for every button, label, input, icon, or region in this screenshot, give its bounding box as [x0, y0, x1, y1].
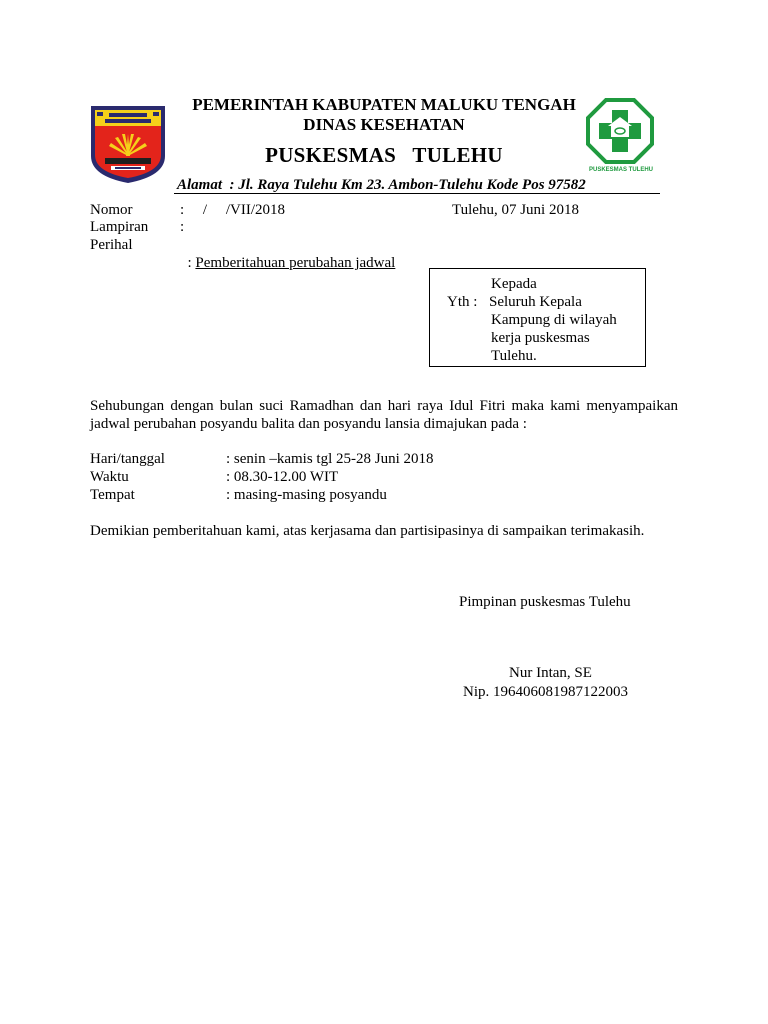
detail-waktu-value: : 08.30-12.00 WIT	[226, 469, 339, 485]
lampiran-label: Lampiran	[90, 219, 149, 235]
puskesmas-logo-icon	[586, 98, 654, 180]
recipient-line-2: Kampung di wilayah	[491, 312, 617, 328]
lampiran-value: :	[180, 219, 185, 235]
closing-paragraph: Demikian pemberitahuan kami, atas kerjasama dan partisipasinya di sampaikan terimakasih.	[90, 523, 645, 539]
detail-tempat-label: Tempat	[90, 487, 135, 503]
nomor-value: : / /VII/2018	[180, 202, 285, 218]
intro-paragraph: Sehubungan dengan bulan suci Ramadhan dan hari raya Idul Fitri maka kami menyampaikan jadwal perubahan posyandu balita dan posyandu lansia dimajukan pada :	[90, 398, 678, 432]
header-department: DINAS KESEHATAN	[303, 115, 465, 134]
place-date: Tulehu, 07 Juni 2018	[452, 202, 579, 218]
recipient-line-1: Seluruh Kepala	[489, 294, 582, 310]
header-institution: PUSKESMAS TULEHU	[265, 143, 503, 167]
perihal-value: Pemberitahuan perubahan jadwal	[195, 255, 396, 271]
puskesmas-logo-caption: PUSKESMAS TULEHU	[588, 167, 653, 173]
signature-nip: Nip. 196406081987122003	[463, 684, 628, 700]
detail-waktu-label: Waktu	[90, 469, 129, 485]
regency-emblem-icon	[89, 104, 167, 184]
recipient-yth: Yth :	[447, 294, 478, 310]
recipient-line-3: kerja puskesmas	[491, 330, 590, 346]
detail-hari-label: Hari/tanggal	[90, 451, 165, 467]
detail-tempat-value: : masing-masing posyandu	[226, 487, 387, 503]
detail-hari-value: : senin –kamis tgl 25-28 Juni 2018	[226, 451, 434, 467]
recipient-kepada: Kepada	[491, 276, 537, 292]
signature-name: Nur Intan, SE	[509, 665, 592, 681]
perihal-row	[180, 236, 395, 272]
recipient-line-4: Tulehu.	[491, 348, 537, 364]
header-address: Alamat : Jl. Raya Tulehu Km 23. Ambon-Tulehu Kode Pos 97582	[177, 177, 586, 193]
signature-title: Pimpinan puskesmas Tulehu	[459, 594, 631, 610]
header-government: PEMERINTAH KABUPATEN MALUKU TENGAH	[192, 95, 576, 114]
nomor-label: Nomor	[90, 202, 133, 218]
header-divider	[174, 193, 660, 194]
perihal-label: Perihal	[90, 237, 133, 253]
perihal-colon: :	[187, 255, 196, 271]
